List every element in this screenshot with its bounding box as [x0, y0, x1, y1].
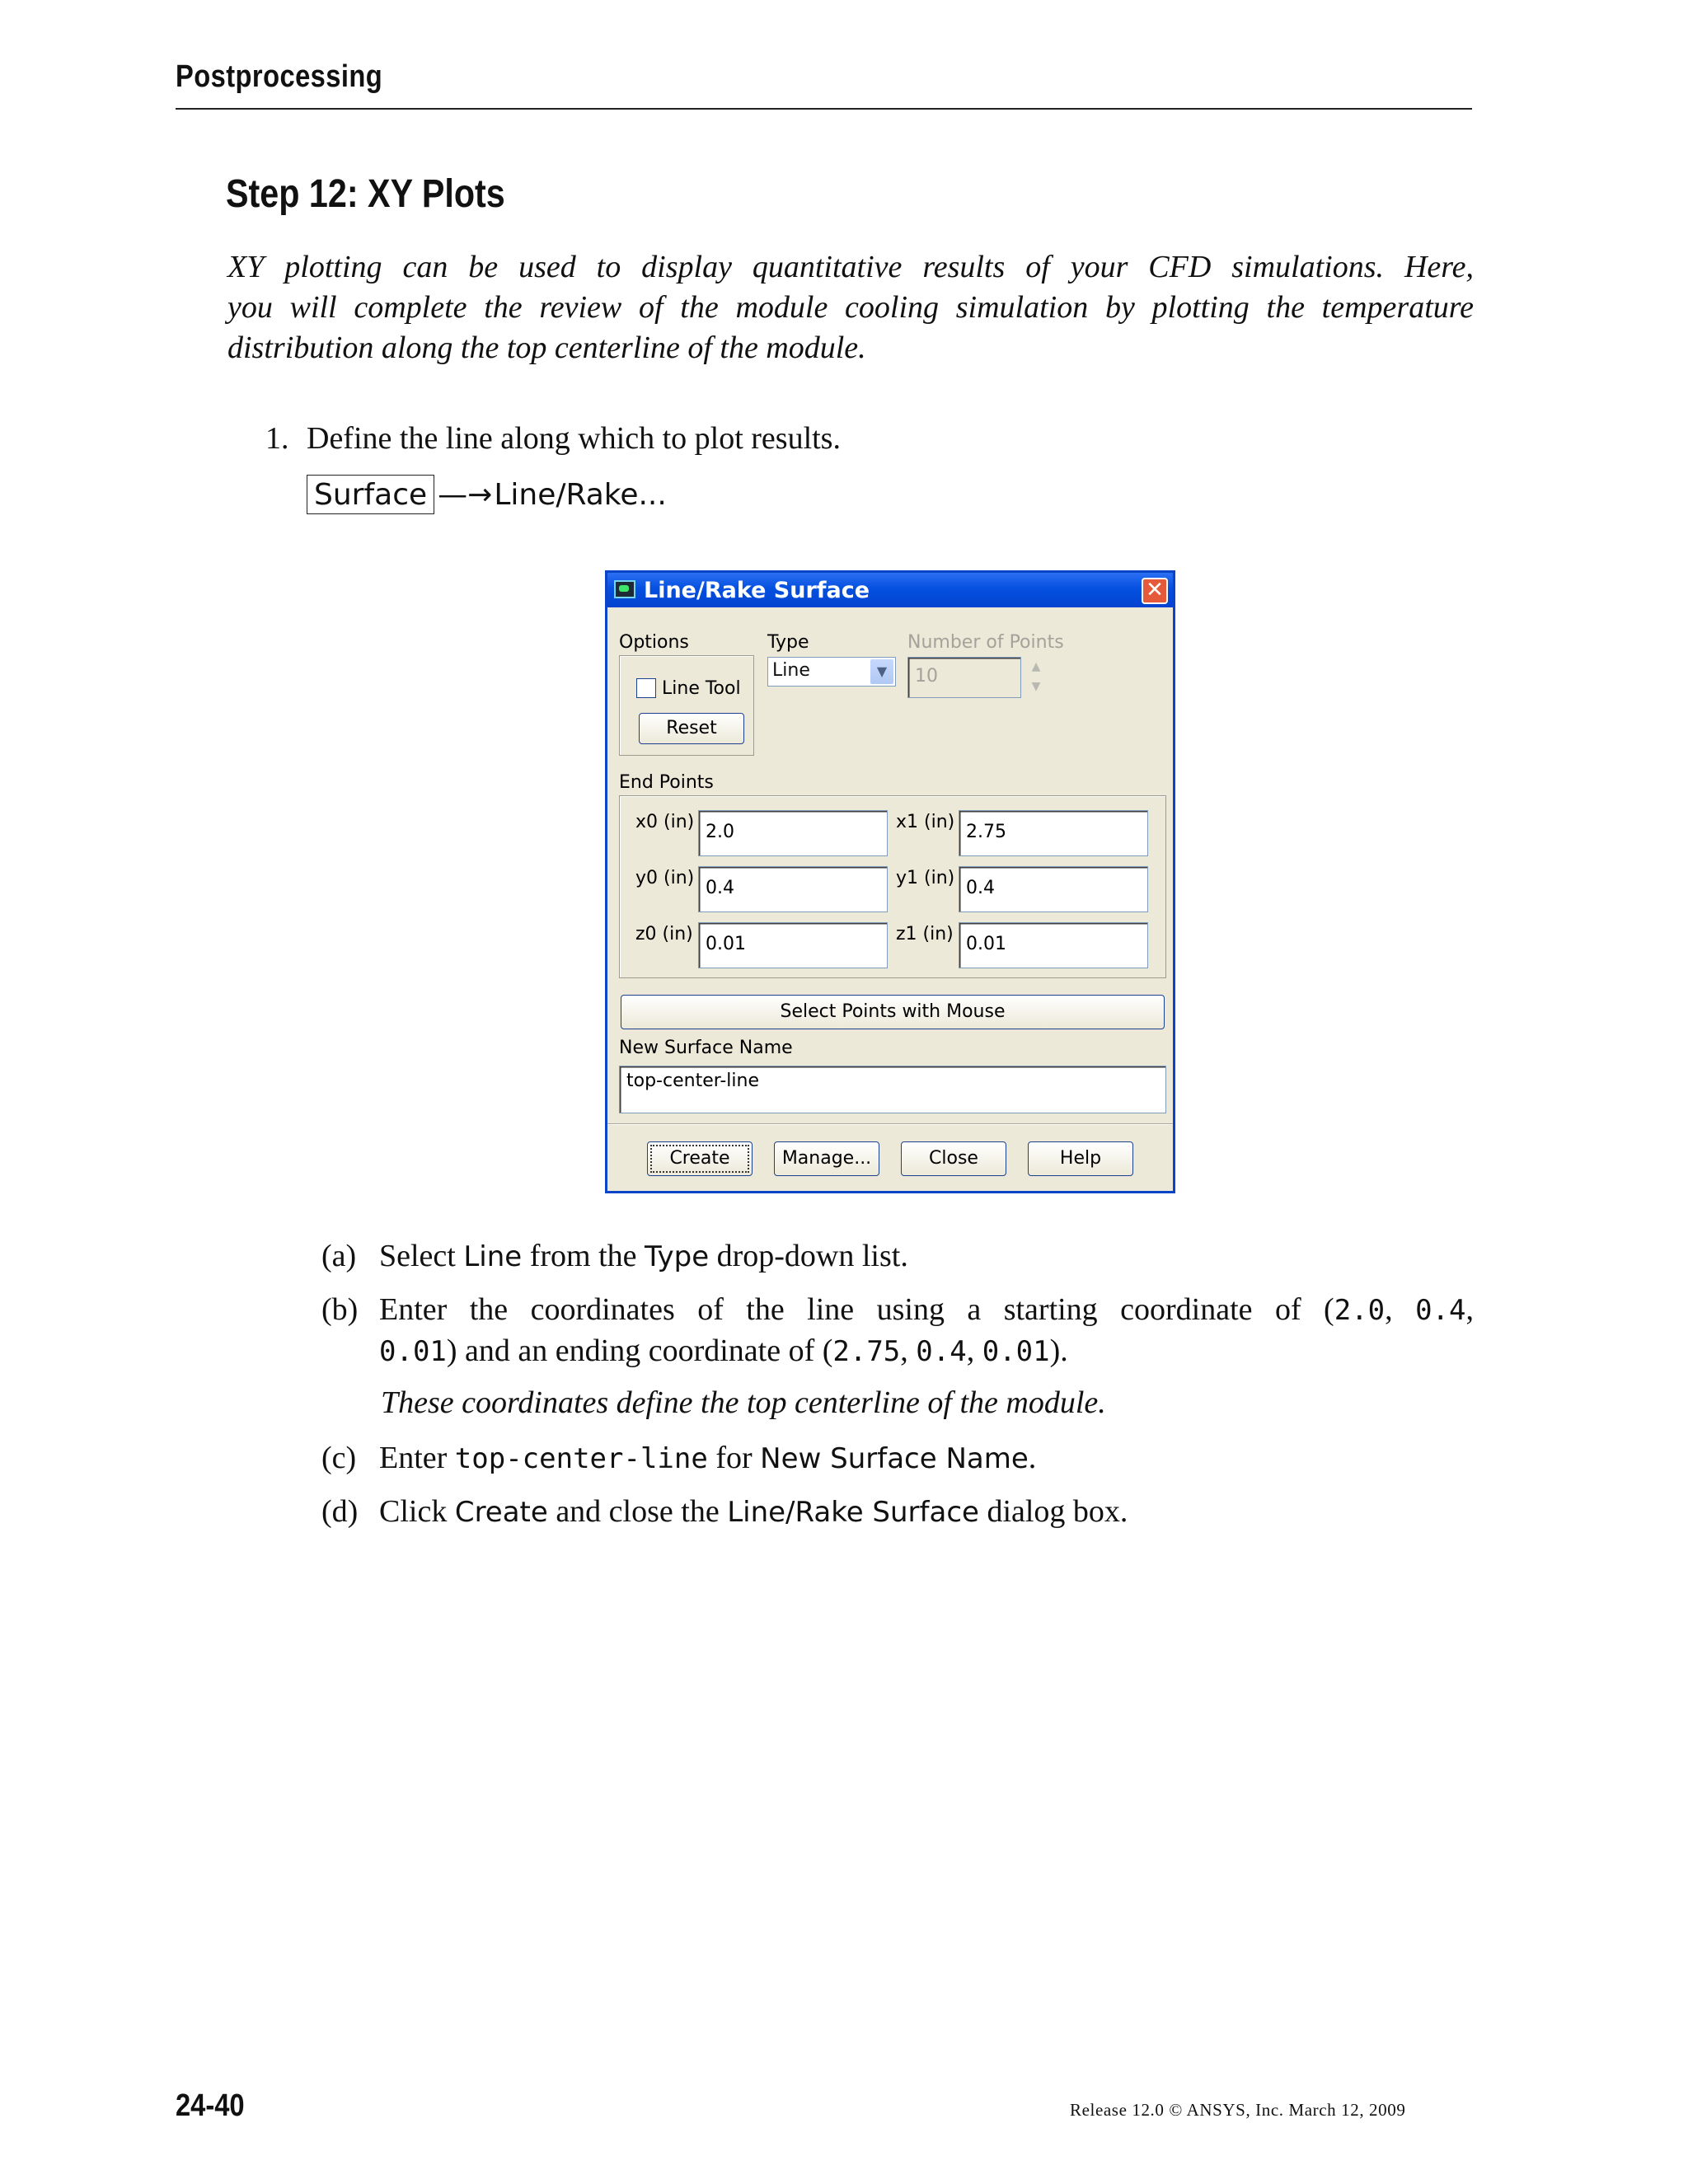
- code: 0.01: [379, 1335, 447, 1368]
- text: ).: [1049, 1333, 1068, 1368]
- running-header: Postprocessing: [176, 59, 383, 94]
- release-note: Release 12.0 © ANSYS, Inc. March 12, 2009: [1070, 2100, 1406, 2120]
- text: ,: [1385, 1292, 1416, 1327]
- intro-line: distribution along the top centerline of the module.: [227, 330, 866, 365]
- select-points-with-mouse-button[interactable]: Select Points with Mouse: [621, 995, 1165, 1029]
- dialog-title: Line/Rake Surface: [644, 578, 870, 603]
- app-icon: [614, 580, 635, 598]
- step-item-1: [265, 420, 841, 457]
- number-of-points-field[interactable]: 10: [907, 657, 1021, 698]
- text: Enter the coordinates of the line using a starting coordinate of (: [379, 1292, 1334, 1327]
- x1-label: x1 (in): [896, 812, 955, 832]
- text: drop-down list.: [709, 1239, 908, 1273]
- ui-term: Type: [645, 1240, 710, 1273]
- sub-item-text: [379, 1492, 1474, 1533]
- footer-separator: [607, 1123, 1173, 1124]
- close-icon[interactable]: ✕: [1142, 578, 1168, 604]
- menu-arrow: —→: [438, 477, 493, 512]
- menu-item-line-rake: Line/Rake...: [494, 477, 667, 512]
- step-title: Step 12: XY Plots: [226, 172, 505, 216]
- text: ) and an ending coordinate of (: [446, 1333, 833, 1368]
- spin-up-icon[interactable]: ▲: [1031, 660, 1041, 673]
- text: for: [707, 1441, 761, 1475]
- x0-label: x0 (in): [635, 812, 695, 832]
- text: dialog box.: [978, 1494, 1128, 1529]
- help-button[interactable]: Help: [1028, 1141, 1133, 1176]
- text: and close the: [547, 1494, 728, 1529]
- menu-surface: Surface: [307, 475, 434, 514]
- text: ,: [966, 1333, 982, 1368]
- new-surface-name-field[interactable]: top-center-line: [619, 1066, 1166, 1113]
- z0-label: z0 (in): [635, 924, 693, 944]
- text: Click: [379, 1494, 455, 1529]
- chevron-down-icon[interactable]: ▼: [870, 659, 893, 684]
- sub-item-text: [379, 1438, 1474, 1479]
- end-points-label: End Points: [619, 772, 714, 793]
- ui-term: Line: [463, 1240, 523, 1273]
- options-label: Options: [619, 632, 689, 653]
- code: 0.4: [1415, 1294, 1466, 1327]
- sub-item-line: [379, 1331, 1474, 1372]
- ui-term: Line/Rake Surface: [727, 1496, 979, 1529]
- text: ,: [1465, 1292, 1474, 1327]
- line-tool-checkbox[interactable]: [636, 678, 656, 698]
- type-label: Type: [767, 632, 809, 653]
- ui-term: Create: [454, 1496, 548, 1529]
- text: ,: [900, 1333, 917, 1368]
- intro-line: you will complete the review of the module cooling simulation by plotting the temperature: [227, 290, 1474, 325]
- reset-button[interactable]: Reset: [639, 713, 744, 744]
- menu-path: [307, 475, 667, 514]
- type-value: Line: [772, 660, 810, 681]
- sub-item-b-note: These coordinates define the top centerline of the module.: [381, 1385, 1106, 1420]
- intro-line: XY plotting can be used to display quantitative results of your CFD simulations. Here,: [227, 250, 1474, 284]
- y1-field[interactable]: 0.4: [959, 866, 1148, 912]
- ui-term: New Surface Name: [760, 1442, 1029, 1475]
- x0-field[interactable]: 2.0: [698, 810, 888, 856]
- y1-label: y1 (in): [896, 868, 955, 888]
- page-number: 24-40: [176, 2088, 245, 2123]
- sub-item-marker: (d): [321, 1494, 359, 1529]
- item-number: 1.: [265, 421, 289, 456]
- y0-field[interactable]: 0.4: [698, 866, 888, 912]
- create-button[interactable]: Create: [647, 1141, 753, 1176]
- sub-item-text: [379, 1290, 1474, 1372]
- code: 0.01: [982, 1335, 1050, 1368]
- code: 0.4: [916, 1335, 967, 1368]
- code: top-center-line: [454, 1442, 708, 1475]
- line-rake-dialog: [605, 570, 1175, 1193]
- dialog-titlebar[interactable]: [607, 573, 1173, 607]
- number-of-points-spinner[interactable]: [1028, 657, 1044, 696]
- type-select[interactable]: [767, 657, 896, 687]
- y0-label: y0 (in): [635, 868, 695, 888]
- x1-field[interactable]: 2.75: [959, 810, 1148, 856]
- text: Enter: [379, 1441, 455, 1475]
- code: 2.0: [1334, 1294, 1386, 1327]
- sub-item-marker: (a): [321, 1239, 357, 1273]
- z1-label: z1 (in): [896, 924, 954, 944]
- manage-button[interactable]: Manage...: [774, 1141, 879, 1176]
- code: 2.75: [832, 1335, 901, 1368]
- new-surface-name-label: New Surface Name: [619, 1038, 793, 1058]
- intro-paragraph: [227, 247, 1474, 368]
- header-rule: [176, 108, 1472, 110]
- close-button[interactable]: Close: [901, 1141, 1006, 1176]
- sub-item-marker: (b): [321, 1292, 359, 1327]
- line-tool-label: Line Tool: [662, 678, 741, 699]
- text: Select: [379, 1239, 464, 1273]
- sub-item-line: [379, 1290, 1474, 1331]
- sub-item-text: [379, 1236, 1474, 1277]
- sub-item-marker: (c): [321, 1441, 357, 1475]
- text: from the: [522, 1239, 645, 1273]
- z0-field[interactable]: 0.01: [698, 922, 888, 968]
- spin-down-icon[interactable]: ▼: [1031, 680, 1041, 693]
- number-of-points-label: Number of Points: [907, 632, 1064, 653]
- text: .: [1028, 1441, 1037, 1475]
- item-text: Define the line along which to plot results.: [307, 421, 841, 456]
- z1-field[interactable]: 0.01: [959, 922, 1148, 968]
